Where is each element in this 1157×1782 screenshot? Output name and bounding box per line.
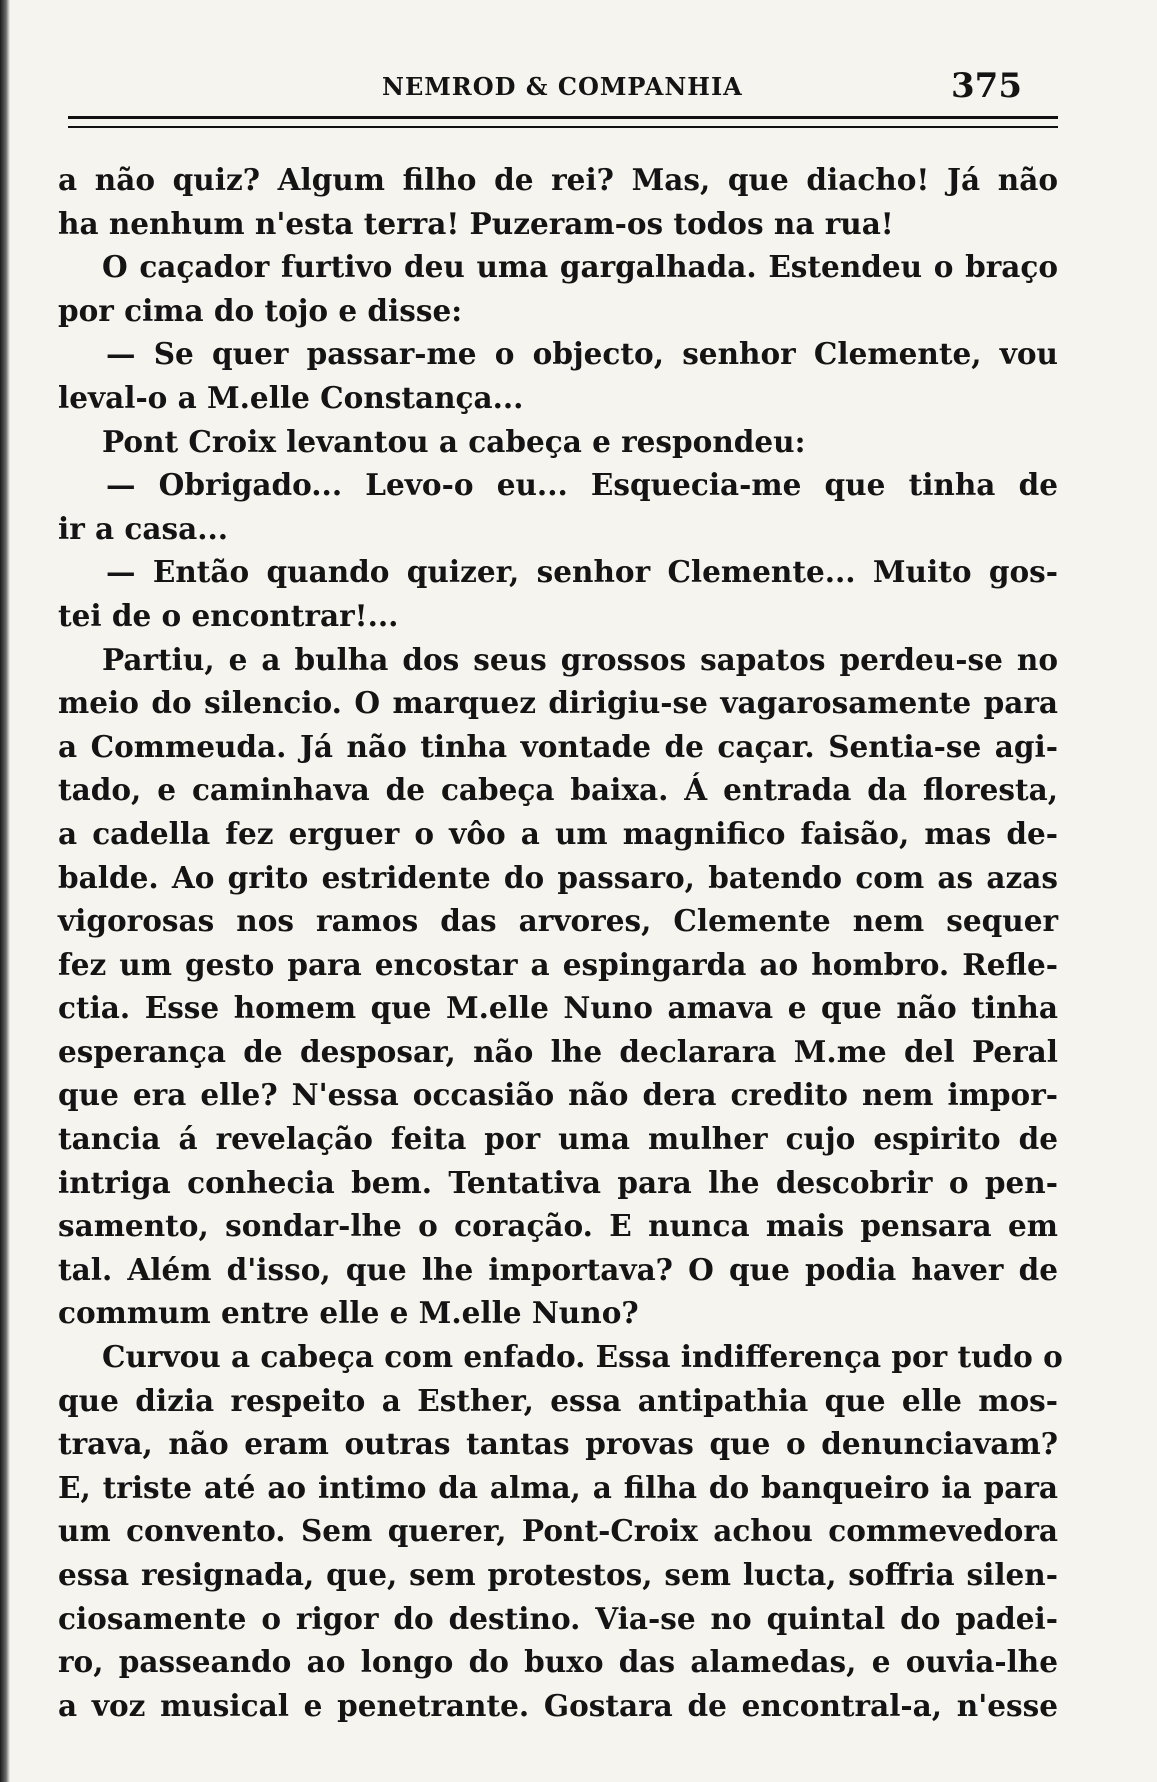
- text-line: O caçador furtivo deu uma gargalhada. Estendeu o braço: [102, 249, 1058, 285]
- text-line: ir a casa...: [58, 510, 229, 546]
- text-line: vigorosas nos ramos das arvores, Clemente nem sequer: [58, 903, 1058, 939]
- text-line: tado, e caminhava de cabeça baixa. Á entrada da floresta,: [58, 772, 1058, 808]
- text-line: Partiu, e a bulha dos seus grossos sapatos perdeu-se no: [102, 641, 1058, 677]
- text-line: a não quiz? Algum filho de rei? Mas, que diacho! Já não: [58, 162, 1058, 197]
- text-line: ha nenhum n'esta terra! Puzeram-os todos na rua!: [58, 205, 894, 241]
- header-rule-thin: [68, 126, 1058, 128]
- text-line: ciosamente o rigor do destino. Via-se no quintal do padei-: [58, 1600, 1058, 1636]
- body-text: [58, 158, 1063, 1727]
- text-line: ctia. Esse homem que M.elle Nuno amava e que não tinha: [58, 990, 1058, 1026]
- text-line: ro, passeando ao longo do buxo das alamedas, e ouvia-lhe: [58, 1644, 1058, 1680]
- page-header: [62, 62, 1052, 106]
- text-line: que era elle? N'essa occasião não dera credito nem impor-: [58, 1077, 1058, 1113]
- text-line: Curvou a cabeça com enfado. Essa indifferença por tudo o: [102, 1339, 1063, 1375]
- text-line: a cadella fez erguer o vôo a um magnifico faisão, mas de-: [58, 815, 1058, 851]
- header-rule-thick: [68, 116, 1058, 119]
- text-line: fez um gesto para encostar a espingarda ao hombro. Refle-: [58, 946, 1058, 982]
- text-line: balde. Ao grito estridente do passaro, batendo com as azas: [58, 859, 1058, 895]
- text-line: tei de o encontrar!...: [58, 597, 399, 633]
- text-line: por cima do tojo e disse:: [58, 292, 463, 328]
- text-line: samento, sondar-lhe o coração. E nunca mais pensara em: [58, 1208, 1058, 1244]
- page-left-shadow: [0, 0, 10, 1782]
- text-line: leval-o a M.elle Constança...: [58, 379, 524, 415]
- page-number: 375: [951, 66, 1022, 106]
- text-line: esperança de desposar, não lhe declarara M.me del Peral: [58, 1033, 1058, 1069]
- text-line: a voz musical e penetrante. Gostara de encontral-a, n'esse: [58, 1687, 1058, 1723]
- running-title: NEMROD & COMPANHIA: [382, 72, 743, 101]
- text-line: essa resignada, que, sem protestos, sem lucta, soffria silen-: [58, 1557, 1058, 1592]
- text-line: commum entre elle e M.elle Nuno?: [58, 1295, 639, 1331]
- text-line: Pont Croix levantou a cabeça e respondeu:: [102, 423, 806, 459]
- text-line: tancia á revelação feita por uma mulher cujo espirito de: [58, 1121, 1058, 1157]
- text-line: — Obrigado... Levo-o eu... Esquecia-me que tinha de: [106, 467, 1058, 503]
- text-line: meio do silencio. O marquez dirigiu-se vagarosamente para: [58, 685, 1058, 721]
- text-line: E, triste até ao intimo da alma, a filha do banqueiro ia para: [58, 1469, 1058, 1505]
- text-line: — Se quer passar-me o objecto, senhor Clemente, vou: [106, 336, 1058, 372]
- text-line: um convento. Sem querer, Pont-Croix achou commevedora: [58, 1513, 1058, 1549]
- text-line: tal. Além d'isso, que lhe importava? O que podia haver de: [58, 1251, 1058, 1287]
- text-line: que dizia respeito a Esther, essa antipathia que elle mos-: [58, 1382, 1058, 1418]
- text-line: trava, não eram outras tantas provas que o denunciavam?: [58, 1426, 1058, 1462]
- text-line: — Então quando quizer, senhor Clemente... Muito gos-: [106, 554, 1058, 590]
- text-line: a Commeuda. Já não tinha vontade de caçar. Sentia-se agi-: [58, 728, 1058, 764]
- text-line: intriga conhecia bem. Tentativa para lhe descobrir o pen-: [58, 1164, 1058, 1200]
